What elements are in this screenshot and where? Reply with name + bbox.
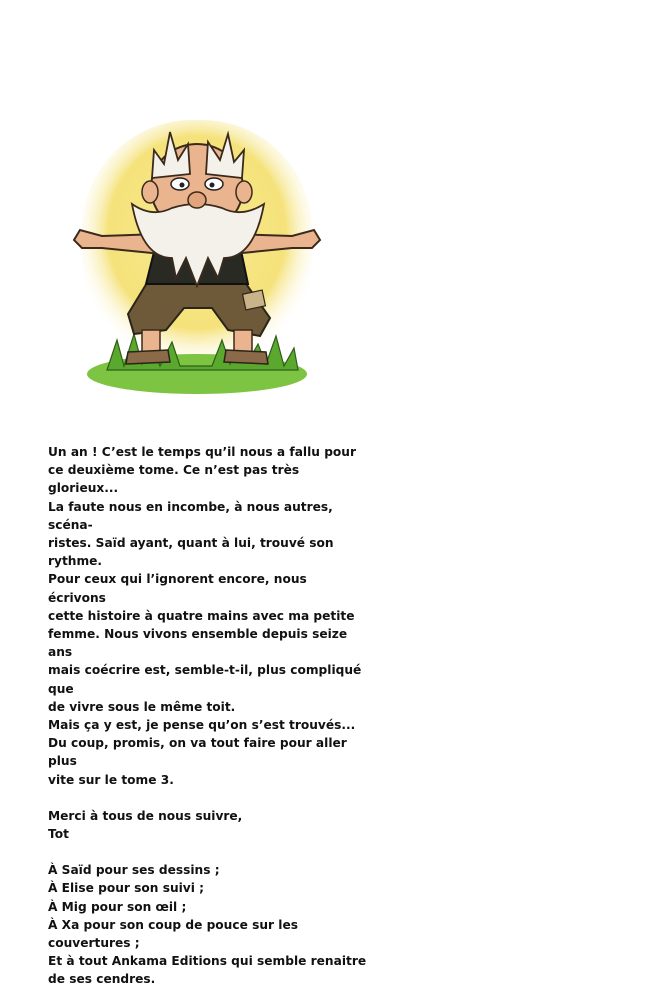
nose: [188, 192, 206, 208]
old-man-illustration: [62, 108, 332, 398]
right-ear: [236, 181, 252, 203]
intro-paragraph: Un an ! C’est le temps qu’il nous a fallu pour ce deuxième tome. Ce n’est pas très glorieux... La faute nous en incombe, à nous autres, scéna- ristes. Saïd ayant, quant à lui, trouvé son rythme. Pour ceux qui l’ignorent encore, nous écrivons cette histoire à quatre mains avec ma petite femme. Nous vivons ensemble depuis seize ans mais coécrire est, semble-t-il, plus compliqué que de vivre sous le même toit. Mais ça y est, je pense qu’on s’est trouvés... Du coup, promis, on va tout faire pour aller plus vite sur le tome 3.: [48, 445, 362, 787]
shorts-patch: [243, 290, 266, 310]
thanks-paragraph: Merci à tous de nous suivre, Tot: [48, 808, 243, 842]
dedications-paragraph: À Saïd pour ses dessins ; À Elise pour son suivi ; À Mig pour son œil ; À Xa pour son coup de pouce sur les couvertures ; Et à tout Ankama Editions qui semble renaitre de ses cendres.: [48, 863, 367, 987]
left-sandal: [126, 350, 170, 364]
left-pupil: [180, 183, 185, 188]
right-pupil: [210, 183, 215, 188]
text-block: [48, 443, 368, 989]
right-sandal: [224, 350, 268, 364]
left-ear: [142, 181, 158, 203]
